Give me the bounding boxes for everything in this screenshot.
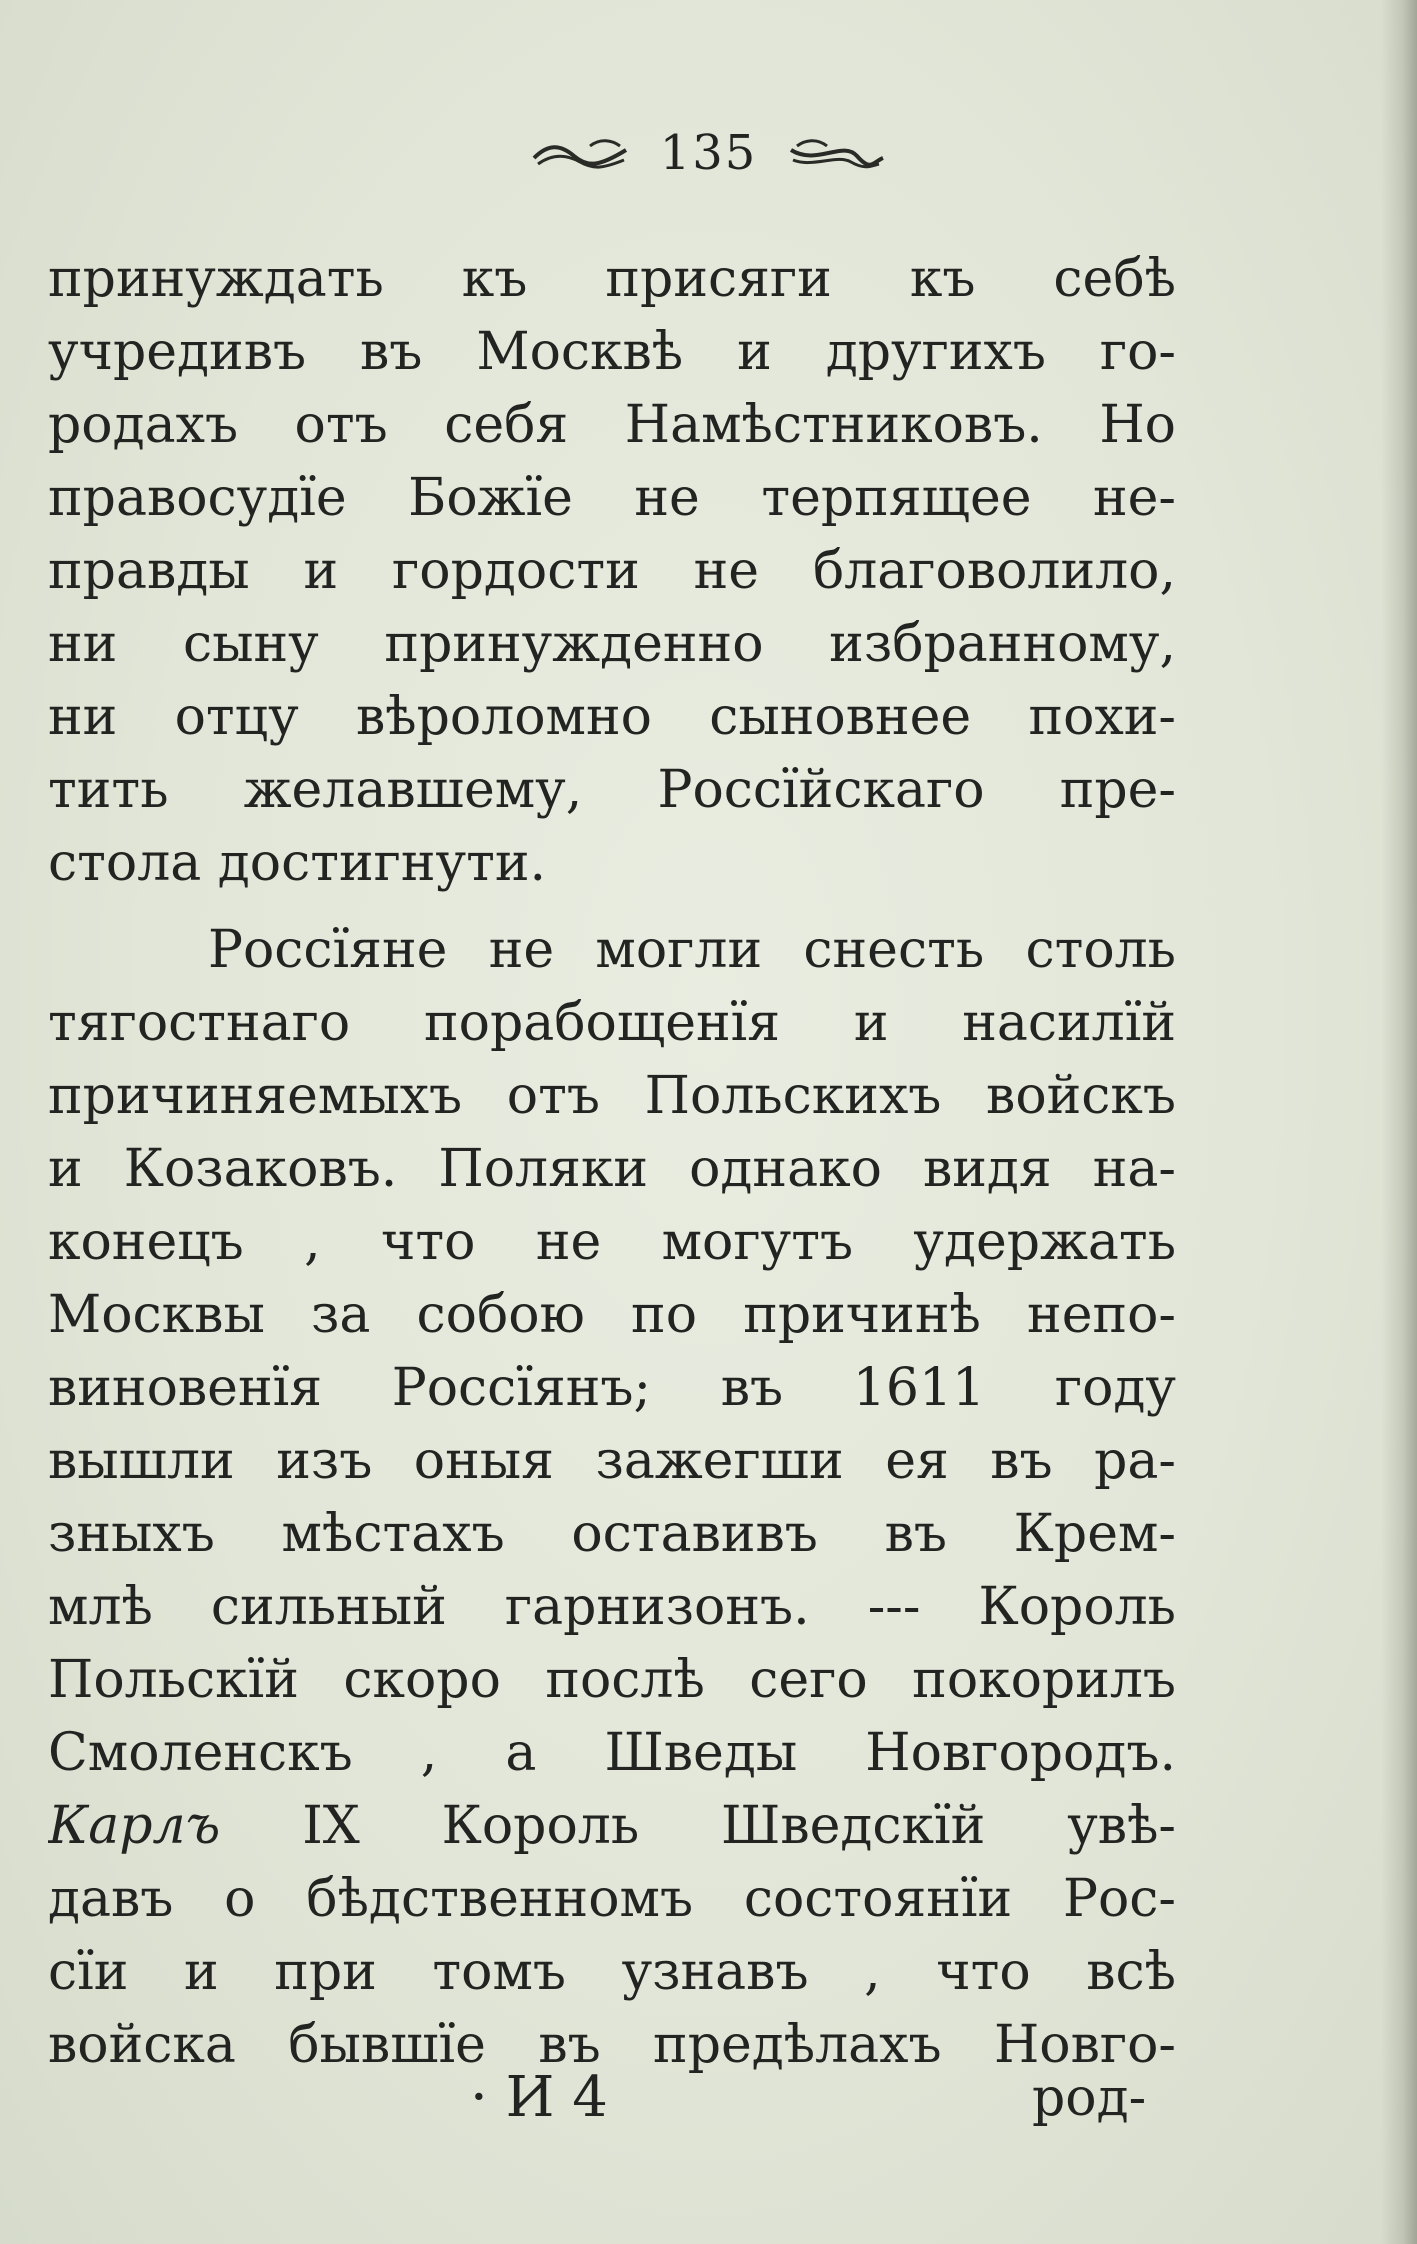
text-line-with-italic <box>48 1790 1176 1863</box>
text-line: вышли изъ оныя зажегши ея въ ра- <box>48 1431 1176 1491</box>
body-text <box>48 243 1176 2082</box>
italic-name: Карлъ <box>48 1796 221 1856</box>
text-line: Смоленскъ , а Шведы Новгородъ. <box>48 1723 1176 1783</box>
text-line: млѣ сильный гарнизонъ. --- Король <box>48 1577 1176 1637</box>
text-line: учредивъ въ Москвѣ и другихъ го- <box>48 322 1176 382</box>
text-line: ни сыну принужденно избранному, <box>48 614 1176 674</box>
text-line: сїи и при томъ узнавъ , что всѣ <box>48 1942 1176 2002</box>
text-line: и Козаковъ. Поляки однако видя на- <box>48 1139 1176 1199</box>
right-ornament-icon <box>787 136 887 170</box>
page-number: 135 <box>659 125 758 181</box>
page-edge-shadow <box>1381 0 1417 2244</box>
line-remainder: IX Король Шведскїй увѣ- <box>220 1796 1176 1856</box>
signature-mark: · И 4 <box>470 2065 608 2130</box>
left-ornament-icon <box>530 136 630 170</box>
page-header <box>0 118 1417 188</box>
page-footer <box>0 2058 1417 2138</box>
text-line: войска бывшїе въ предѣлахъ Новго- <box>48 2015 1176 2075</box>
text-line: правды и гордости не благоволило, <box>48 541 1176 601</box>
text-line: зныхъ мѣстахъ оставивъ въ Крем- <box>48 1504 1176 1564</box>
paragraph-gap <box>48 900 1176 914</box>
text-line: Россїяне не могли снесть столь <box>208 920 1176 980</box>
catchword: род- <box>1032 2068 1147 2128</box>
text-line: родахъ отъ себя Намѣстниковъ. Но <box>48 395 1176 455</box>
text-line: стола достигнути. <box>48 833 547 893</box>
text-line: принуждать къ присяги къ себѣ <box>48 249 1176 309</box>
text-line: давъ о бѣдственномъ состоянїи Рос- <box>48 1869 1176 1929</box>
text-line: причиняемыхъ отъ Польскихъ войскъ <box>48 1066 1176 1126</box>
text-line: виновенїя Россїянъ; въ 1611 году <box>48 1358 1176 1418</box>
text-line: конецъ , что не могутъ удержать <box>48 1212 1176 1272</box>
text-line: тить желавшему, Россїйскаго пре- <box>48 760 1176 820</box>
text-line: Польскїй скоро послѣ сего покорилъ <box>48 1650 1176 1710</box>
text-line: тягостнаго порабощенїя и насилїй <box>48 993 1176 1053</box>
text-line: правосудїе Божїе не терпящее не- <box>48 468 1176 528</box>
text-line: Москвы за собою по причинѣ непо- <box>48 1285 1176 1345</box>
text-line: ни отцу вѣроломно сыновнее похи- <box>48 687 1176 747</box>
